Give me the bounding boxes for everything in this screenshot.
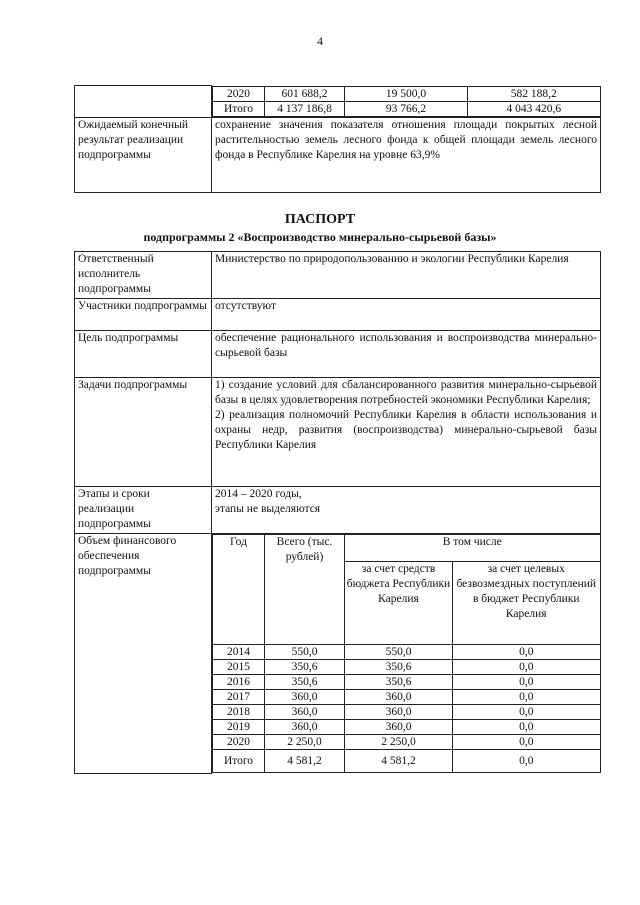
table-row xyxy=(213,720,601,735)
tasks-value xyxy=(212,378,601,487)
finance-cell xyxy=(212,534,601,774)
table-row xyxy=(213,660,601,675)
col-extra-header: за счет целевых безвозмездных поступлений в бюджет Республики Карелия xyxy=(453,562,601,645)
stages-value xyxy=(212,487,601,534)
extra-cell: 0,0 xyxy=(453,645,601,660)
participants-value: отсутствуют xyxy=(212,299,601,331)
year-cell: 2014 xyxy=(213,645,265,660)
total-cell: 2 250,0 xyxy=(265,735,345,750)
stages-line: этапы не выделяются xyxy=(215,503,321,515)
table-row xyxy=(213,750,601,773)
total-cell: 4 581,2 xyxy=(265,750,345,773)
task-item: 1) создание условий для сбалансированного развития минерально-сырьевой базы в целях удовлетворения потребностей экономики Республики Карелия; xyxy=(215,379,597,406)
expected-result-text: сохранение значения показателя отношения площади покрытых лесной растительностью земель лесного фонда к общей площади земель лесного фонда в Республике Карелия на уровне 63,9% xyxy=(212,117,601,192)
passport-subtitle: подпрограммы 2 «Воспроизводство минерально-сырьевой базы» xyxy=(143,230,497,244)
table-row xyxy=(213,735,601,750)
participants-label: Участники подпрограммы xyxy=(75,299,212,331)
budget-cell: 360,0 xyxy=(345,690,453,705)
extra-cell: 0,0 xyxy=(453,735,601,750)
total-cell: 350,6 xyxy=(265,660,345,675)
year-cell: Итого xyxy=(213,750,265,773)
page-number: 4 xyxy=(317,34,323,48)
budget-cell: 360,0 xyxy=(345,705,453,720)
top-finance-table xyxy=(212,86,601,117)
col-total-header: Всего (тыс. рублей) xyxy=(265,535,345,645)
extra-cell: 0,0 xyxy=(453,720,601,735)
goal-value: обеспечение рационального использования и воспроизводства минерально-сырьевой базы xyxy=(212,331,601,378)
total-cell: 601 688,2 xyxy=(265,86,345,101)
budget-cell: 350,6 xyxy=(345,675,453,690)
year-cell: 2017 xyxy=(213,690,265,705)
budget-cell: 550,0 xyxy=(345,645,453,660)
extra-cell: 0,0 xyxy=(453,660,601,675)
responsible-label: Ответственный исполнитель подпрограммы xyxy=(75,252,212,299)
passport-title: ПАСПОРТ xyxy=(284,212,356,227)
budget-cell: 4 581,2 xyxy=(345,750,453,773)
budget-cell: 19 500,0 xyxy=(345,86,468,101)
stages-label: Этапы и сроки реализации подпрограммы xyxy=(75,487,212,534)
col-budget-header: за счет средств бюджета Республики Карелия xyxy=(345,562,453,645)
top-table-finance-cell xyxy=(212,86,601,118)
budget-cell: 360,0 xyxy=(345,720,453,735)
extra-cell: 582 188,2 xyxy=(468,86,601,101)
year-cell: 2016 xyxy=(213,675,265,690)
col-year-header: Год xyxy=(213,535,265,645)
extra-cell: 0,0 xyxy=(453,690,601,705)
responsible-value: Министерство по природопользованию и экологии Республики Карелия xyxy=(212,252,601,299)
passport-table xyxy=(74,251,601,774)
extra-cell: 4 043 420,6 xyxy=(468,101,601,116)
finance-table xyxy=(212,534,601,773)
col-including-header: В том числе xyxy=(345,535,601,562)
total-cell: 360,0 xyxy=(265,705,345,720)
table-row xyxy=(213,645,601,660)
total-cell: 360,0 xyxy=(265,690,345,705)
total-cell: 360,0 xyxy=(265,720,345,735)
expected-result-label: Ожидаемый конечный результат реализации подпрограммы xyxy=(75,117,212,192)
year-cell: 2015 xyxy=(213,660,265,675)
year-cell: Итого xyxy=(213,101,265,116)
table-row xyxy=(213,101,601,116)
budget-cell: 93 766,2 xyxy=(345,101,468,116)
total-cell: 550,0 xyxy=(265,645,345,660)
top-table-left-spacer xyxy=(75,86,212,118)
previous-subprogram-table xyxy=(74,85,601,193)
goal-label: Цель подпрограммы xyxy=(75,331,212,378)
total-cell: 350,6 xyxy=(265,675,345,690)
task-item: 2) реализация полномочий Республики Карелия в области использования и охраны недр, развития (воспроизводства) минерально-сырьевой базы Республики Карелия xyxy=(215,409,597,451)
year-cell: 2019 xyxy=(213,720,265,735)
passport-title-block xyxy=(0,211,640,245)
year-cell: 2020 xyxy=(213,735,265,750)
budget-cell: 2 250,0 xyxy=(345,735,453,750)
finance-label: Объем финансового обеспечения подпрограммы xyxy=(75,534,212,774)
table-row xyxy=(213,86,601,101)
year-cell: 2018 xyxy=(213,705,265,720)
total-cell: 4 137 186,8 xyxy=(265,101,345,116)
extra-cell: 0,0 xyxy=(453,750,601,773)
extra-cell: 0,0 xyxy=(453,705,601,720)
year-cell: 2020 xyxy=(213,86,265,101)
extra-cell: 0,0 xyxy=(453,675,601,690)
table-row xyxy=(213,675,601,690)
stages-line: 2014 – 2020 годы, xyxy=(215,488,302,500)
table-row xyxy=(213,690,601,705)
tasks-label: Задачи подпрограммы xyxy=(75,378,212,487)
budget-cell: 350,6 xyxy=(345,660,453,675)
table-row xyxy=(213,705,601,720)
